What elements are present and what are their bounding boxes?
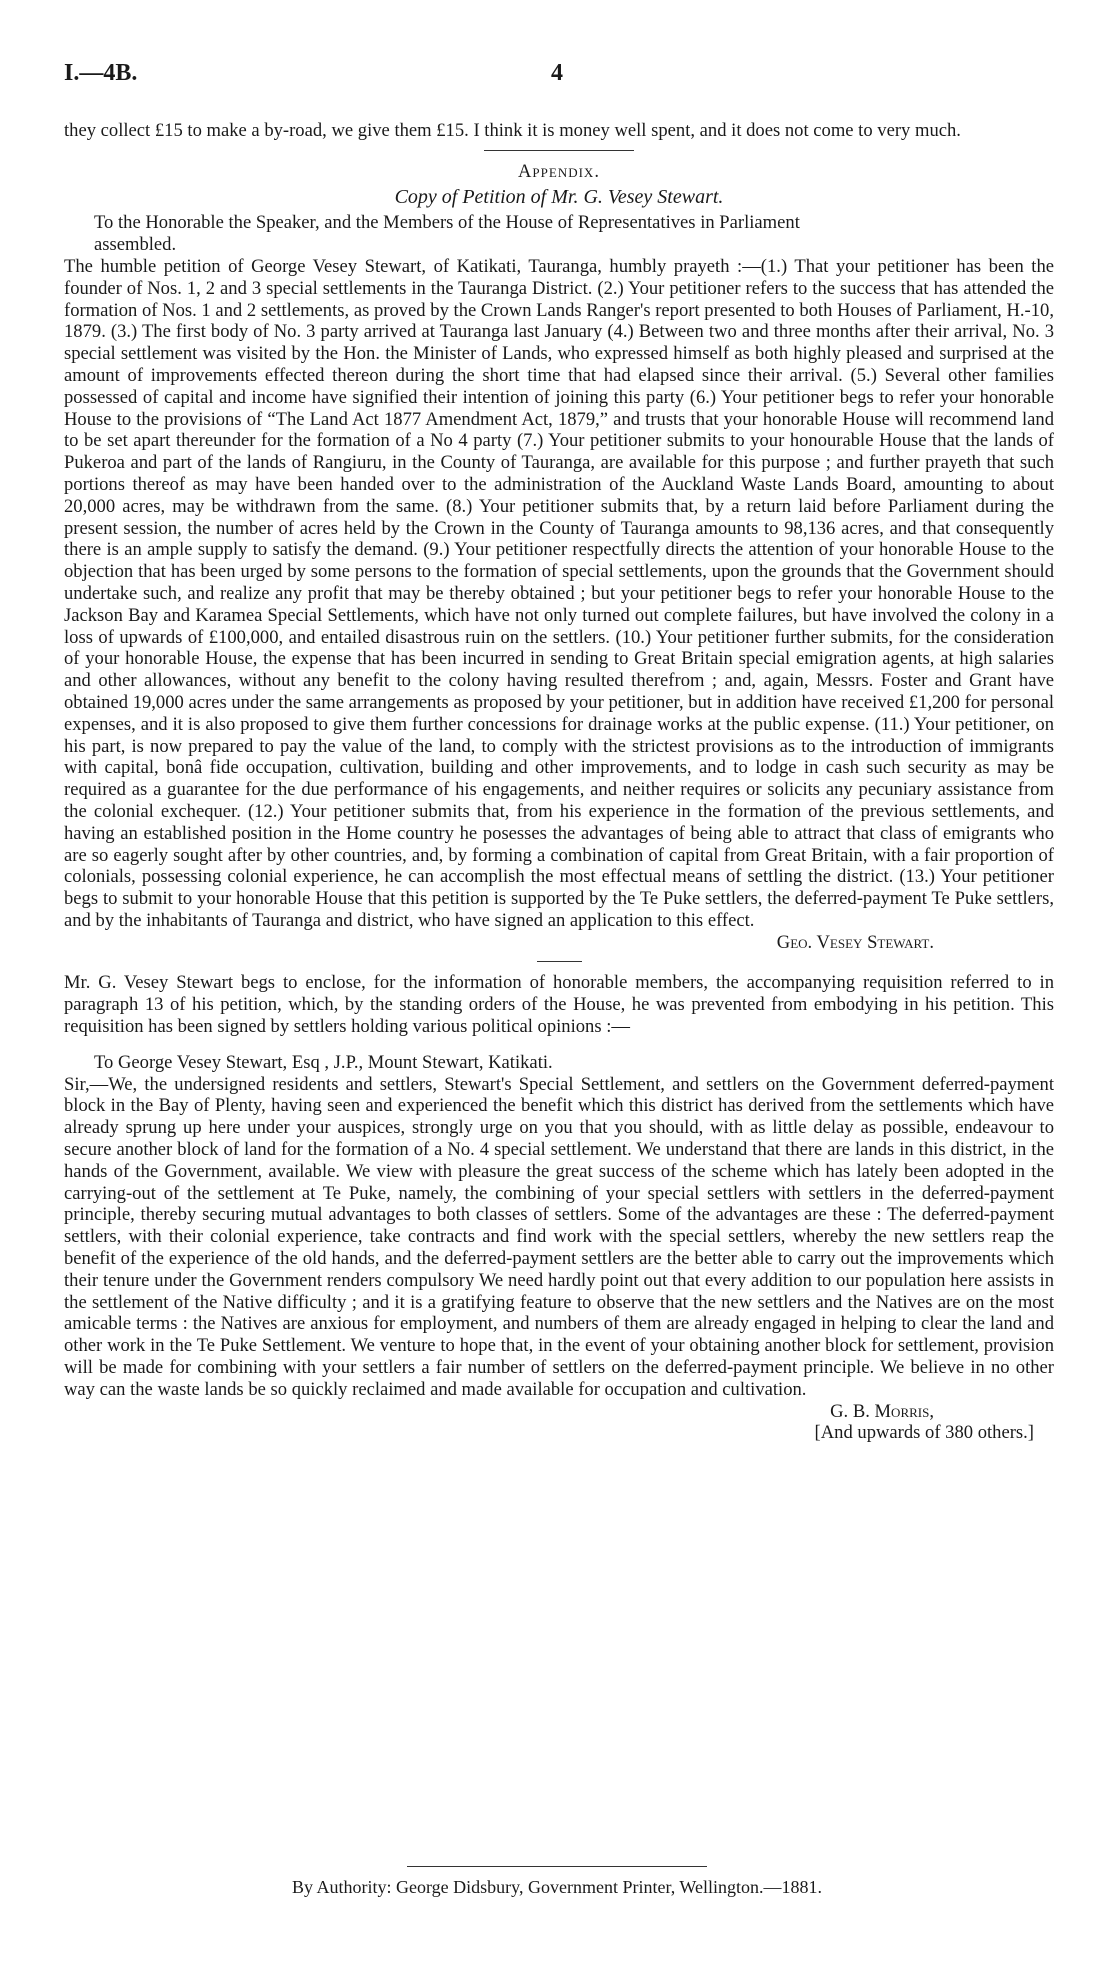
enclosure-paragraph: Mr. G. Vesey Stewart begs to enclose, for the information of honorable members, the accompanying requisition referred to in paragraph 13 of his petition, which, by the standing orders of the House, he was prevented from embodying in his petition. This requisition has been signed by settlers holding various political opinions :— (64, 972, 1054, 1038)
petition-title: Copy of Petition of Mr. G. Vesey Stewart. (394, 185, 724, 208)
footer-divider (407, 1866, 707, 1867)
page-number: 4 (551, 60, 563, 86)
requisition-addressee: To George Vesey Stewart, Esq , J.P., Mount Stewart, Katikati. (94, 1051, 553, 1073)
intro-paragraph: they collect £15 to make a by-road, we give them £15. I think it is money well spent, and it does not come to very much. (64, 120, 961, 141)
page-body (64, 120, 1054, 1444)
divider (537, 961, 582, 962)
requisition-signature: G. B. Morris, (830, 1400, 934, 1422)
page-footer (0, 1866, 1114, 1898)
page-header (64, 60, 1050, 100)
printer-credit: By Authority: George Didsbury, Government Printer, Wellington.—1881. (292, 1877, 822, 1897)
petition-body: The humble petition of George Vesey Stewart, of Katikati, Tauranga, humbly prayeth :—(1.) That your petitioner has been the founder of Nos. 1, 2 and 3 special settlements in the Tauranga District. (2.) Your petitioner refers to the success that has attended the formation of Nos. 1 and 2 settlements, as proved by the Crown Lands Ranger's report presented to both Houses of Parliament, H.-10, 1879. (3.) The first body of No. 3 party arrived at Tauranga last January (4.) Between two and three months after their arrival, No. 3 special settlement was visited by the Hon. the Minister of Lands, who expressed himself as both highly pleased and surprised at the amount of improvements effected thereon during the short time that had elapsed since their arrival. (5.) Several other families possessed of capital and income have signified their intention of joining this party (6.) Your petitioner begs to refer your honorable House to the provisions of “The Land Act 1877 Amendment Act, 1879,” and trusts that your honorable House will recommend land to be set apart thereunder for the formation of a No 4 party (7.) Your petitioner submits to your honourable House that the lands of Pukeroa and part of the lands of Rangiuru, in the County of Tauranga, are available for this purpose ; and further prayeth that such portions thereof as may have been handed over to the administration of the Auckland Waste Lands Board, amounting to about 20,000 acres, may be withdrawn from the same. (8.) Your petitioner submits that, by a return laid before Parliament during the present session, the number of acres held by the Crown in the County of Tauranga amounts to 98,136 acres, and that consequently there is an ample supply to satisfy the demand. (9.) Your petitioner respectfully directs the attention of your honorable House to the objection that has been urged by some persons to the formation of special settlements, upon the grounds that the Government should undertake such, and realize any profit that may be thereby obtained ; but your petitioner begs to refer your honorable House to the Jackson Bay and Karamea Special Settlements, which have not only turned out complete failures, but have involved the colony in a loss of upwards of £100,000, and entailed disastrous ruin on the settlers. (10.) Your petitioner further submits, for the consideration of your honorable House, the expense that has been incurred in sending to Great Britain special emigration agents, at high salaries and other allowances, without any benefit to the colony having resulted therefrom ; and, again, Messrs. Foster and Grant have obtained 19,000 acres under the same arrangements as proposed by your petitioner, but in addition have received £1,200 for personal expenses, and it is also proposed to give them further concessions for drainage works at the public expense. (11.) Your petitioner, on his part, is now prepared to pay the value of the land, to comply with the strictest provisions as to the introduction of immigrants with capital, bonâ fide occupation, cultivation, building and other improvements, and to lodge in cash such security as may be required as a guarantee for the due performance of his engagements, and neither requires or solicits any pecuniary assistance from the colonial exchequer. (12.) Your petitioner submits that, from his experience in the formation of the previous settlements, and having an established position in the Home country he posesses the advantages of being able to attract that class of emigrants who are so eagerly sought after by other countries, and, by forming a combination of capital from Great Britain, with a fair proportion of colonials, possessing colonial experience, he can accomplish the most effectual means of settling the district. (13.) Your petitioner begs to submit to your honorable House that this petition is supported by the Te Puke settlers, the deferred-payment Te Puke settlers, and by the inhabitants of Tauranga and district, who have signed an application to this effect. (64, 255, 1054, 931)
appendix-heading: Appendix. (518, 160, 600, 182)
petition-signature: Geo. Vesey Stewart. (776, 931, 934, 953)
divider (484, 150, 634, 151)
petition-addressee: To the Honorable the Speaker, and the Members of the House of Representatives in Parliament (94, 212, 800, 234)
requisition-body: Sir,—We, the undersigned residents and settlers, Stewart's Special Settlement, and settlers on the Government deferred-payment block in the Bay of Plenty, having seen and experienced the benefit which this district has derived from the settlements which have already sprung up here under your auspices, strongly urge on you that you should, with as little delay as possible, endeavour to secure another block of land for the formation of a No. 4 special settlement. We understand that there are lands in this district, in the hands of the Government, available. We view with pleasure the great success of the scheme which has lately been adopted in the carrying-out of the settlement at Te Puke, namely, the combining of your special settlers with settlers in the deferred-payment principle, thereby securing mutual advantages to both classes of settlers. Some of the advantages are these : The deferred-payment settlers, with their colonial experience, take contracts and find work with the special settlers, whereby the new settlers reap the benefit of the experience of the old hands, and the deferred-payment settlers are the better able to carry out the improvements which their tenure under the Government renders compulsory We need hardly point out that every addition to our population here assists in the settlement of the Native difficulty ; and it is a gratifying feature to observe that the new settlers and the Natives are on the most amicable terms : the Natives are anxious for employment, and numbers of them are already engaged in helping to clear the land and other work in the Te Puke Settlement. We venture to hope that, in the event of your obtaining another block for settlement, provision will be made for combining with your settlers a fair number of settlers on the deferred-payment principle. We believe in no other way can the waste lands be so quickly reclaimed and made available for occupation and cultivation. (64, 1073, 1054, 1400)
petition-addressee-cont: assembled. (94, 234, 177, 256)
requisition-signature-note: [And upwards of 380 others.] (814, 1422, 1034, 1444)
document-reference: I.—4B. (64, 60, 138, 86)
